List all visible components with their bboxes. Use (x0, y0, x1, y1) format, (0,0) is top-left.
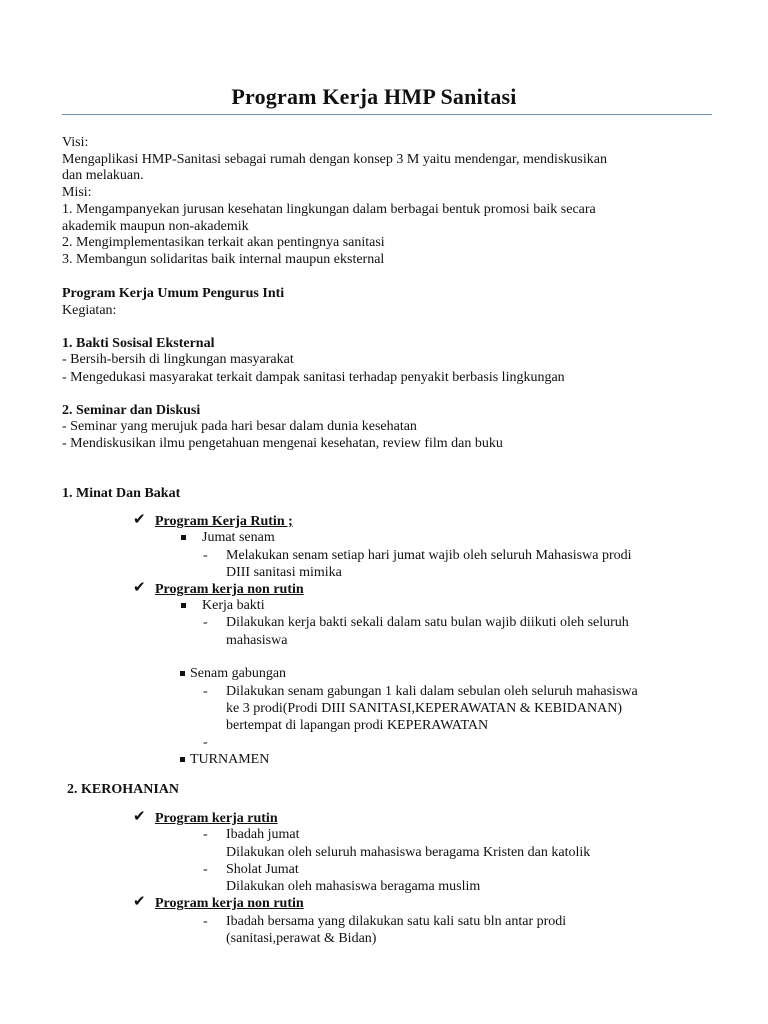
turnamen: TURNAMEN (190, 752, 270, 767)
visi-text-line1: Mengaplikasi HMP-Sanitasi sebagai rumah dengan konsep 3 M yaitu mendengar, mendiskusikan (62, 152, 607, 167)
checkmark-icon: ✔ (133, 578, 146, 596)
dash-marker: - (203, 914, 208, 929)
seminar-heading: 2. Seminar dan Diskusi (62, 403, 201, 418)
bullet-square-icon (181, 535, 186, 540)
gabungan-desc-line2: ke 3 prodi(Prodi DIII SANITASI,KEPERAWATAN & KEBIDANAN) (226, 701, 622, 716)
dash-marker: - (203, 735, 208, 750)
ibadah-bersama-line1: Ibadah bersama yang dilakukan satu kali satu bln antar prodi (226, 914, 567, 929)
bakti-item-2: - Mengedukasi masyarakat terkait dampak sanitasi terhadap penyakit berbasis lingkungan (62, 370, 565, 385)
minat-heading: 1. Minat Dan Bakat (62, 486, 181, 501)
dash-marker: - (203, 827, 208, 842)
dash-marker: - (203, 862, 208, 877)
dash-marker: - (203, 615, 208, 630)
bakti-item-1: - Bersih-bersih di lingkungan masyarakat (62, 352, 294, 367)
jumat-desc-line1: Melakukan senam setiap hari jumat wajib oleh seluruh Mahasiswa prodi (226, 548, 632, 563)
dash-marker: - (203, 684, 208, 699)
minat-nonrutin-label: Program kerja non rutin (155, 582, 304, 597)
seminar-item-1: - Seminar yang merujuk pada hari besar dalam dunia kesehatan (62, 419, 417, 434)
ibadah-bersama-line2: (sanitasi,perawat & Bidan) (226, 931, 377, 946)
misi-item-3: 3. Membangun solidaritas baik internal maupun eksternal (62, 252, 385, 267)
seminar-item-2: - Mendiskusikan ilmu pengetahuan mengenai kesehatan, review film dan buku (62, 436, 503, 451)
bullet-square-icon (180, 757, 185, 762)
minat-rutin-label: Program Kerja Rutin ; (155, 514, 293, 529)
checkmark-icon: ✔ (133, 807, 146, 825)
senam-gabungan: Senam gabungan (190, 666, 287, 681)
page-title: Program Kerja HMP Sanitasi (231, 84, 517, 109)
kerja-bakti: Kerja bakti (202, 598, 265, 613)
kerohanian-heading: 2. KEROHANIAN (67, 782, 180, 797)
gabungan-desc-line3: bertempat di lapangan prodi KEPERAWATAN (226, 718, 489, 733)
sholat-jumat-desc: Dilakukan oleh mahasiswa beragama muslim (226, 879, 481, 894)
umum-heading: Program Kerja Umum Pengurus Inti (62, 286, 285, 301)
ibadah-jumat-desc: Dilakukan oleh seluruh mahasiswa beragama Kristen dan katolik (226, 845, 591, 860)
bullet-square-icon (181, 603, 186, 608)
visi-label: Visi: (62, 135, 89, 150)
kerohanian-nonrutin-label: Program kerja non rutin (155, 896, 304, 911)
misi-item-1a: 1. Mengampanyekan jurusan kesehatan lingkungan dalam berbagai bentuk promosi baik secara (62, 202, 596, 217)
misi-item-2: 2. Mengimplementasikan terkait akan pentingnya sanitasi (62, 235, 385, 250)
sholat-jumat: Sholat Jumat (226, 862, 299, 877)
kerohanian-rutin-label: Program kerja rutin (155, 811, 278, 826)
bullet-square-icon (180, 671, 185, 676)
bakti-desc-line1: Dilakukan kerja bakti sekali dalam satu bulan wajib diikuti oleh seluruh (226, 615, 629, 630)
checkmark-icon: ✔ (133, 510, 146, 528)
title-underline (62, 114, 712, 115)
bakti-heading: 1. Bakti Sosisal Eksternal (62, 336, 215, 351)
jumat-senam: Jumat senam (202, 530, 275, 545)
ibadah-jumat: Ibadah jumat (226, 827, 300, 842)
gabungan-desc-line1: Dilakukan senam gabungan 1 kali dalam sebulan oleh seluruh mahasiswa (226, 684, 638, 699)
kegiatan-label: Kegiatan: (62, 303, 117, 318)
checkmark-icon: ✔ (133, 892, 146, 910)
bakti-desc-line2: mahasiswa (226, 633, 288, 648)
jumat-desc-line2: DIII sanitasi mimika (226, 565, 342, 580)
visi-text-line2: dan melakuan. (62, 168, 144, 183)
misi-item-1b: akademik maupun non-akademik (62, 219, 249, 234)
dash-marker: - (203, 548, 208, 563)
misi-label: Misi: (62, 185, 92, 200)
